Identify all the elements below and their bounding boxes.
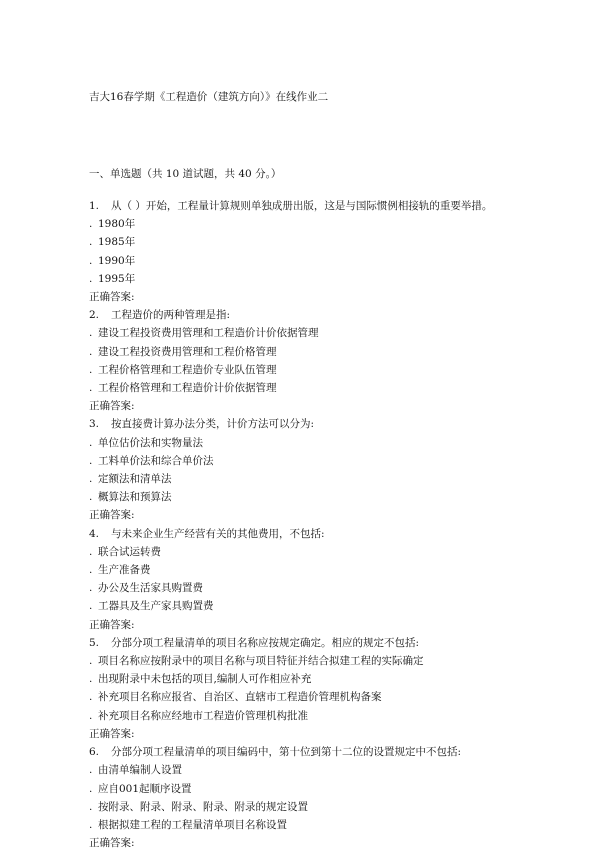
question-number: 4. [89, 527, 100, 540]
option-marker: . [89, 345, 93, 358]
option-text: 办公及生活家具购置费 [98, 582, 203, 595]
option-marker: . [89, 382, 93, 395]
question-stem [89, 306, 569, 324]
option-a[interactable] [89, 324, 569, 342]
option-a[interactable] [89, 761, 569, 779]
option-c[interactable] [89, 470, 569, 488]
option-marker: . [89, 454, 93, 467]
option-c[interactable] [89, 688, 569, 706]
question-stem [89, 197, 569, 215]
question-text: 工程造价的两种管理是指: [111, 309, 231, 322]
option-text: 联合试运转费 [98, 545, 161, 558]
option-marker: . [89, 473, 93, 486]
option-c[interactable] [89, 252, 569, 270]
option-d[interactable] [89, 597, 569, 615]
option-text: 根据拟建工程的工程量清单项目名称设置 [98, 818, 287, 831]
option-text: 建设工程投资费用管理和工程造价计价依据管理 [98, 327, 319, 340]
answer-label: 正确答案: [89, 509, 135, 522]
option-text: 定额法和清单法 [98, 473, 172, 486]
option-text: 单位估价法和实物量法 [98, 436, 203, 449]
question-number: 5. [89, 636, 100, 649]
question-1 [89, 197, 569, 306]
option-marker: . [89, 655, 93, 668]
option-marker: . [89, 491, 93, 504]
option-marker: . [89, 800, 93, 813]
question-2 [89, 306, 569, 415]
section-heading: 一、单选题（共 10 道试题，共 40 分。） [89, 168, 282, 180]
option-marker: . [89, 582, 93, 595]
option-b[interactable] [89, 670, 569, 688]
question-6 [89, 743, 569, 852]
option-marker: . [89, 363, 93, 376]
option-text: 项目名称应按附录中的项目名称与项目特征并结合拟建工程的实际确定 [98, 655, 424, 668]
answer-label: 正确答案: [89, 291, 135, 304]
option-text: 建设工程投资费用管理和工程价格管理 [98, 345, 277, 358]
option-a[interactable] [89, 543, 569, 561]
option-text: 1995年 [98, 272, 136, 285]
option-text: 生产准备费 [98, 564, 151, 577]
option-text: 工料单价法和综合单价法 [98, 454, 214, 467]
question-5 [89, 634, 569, 743]
option-text: 工程价格管理和工程造价计价依据管理 [98, 382, 277, 395]
question-stem [89, 525, 569, 543]
option-marker: . [89, 327, 93, 340]
option-c[interactable] [89, 798, 569, 816]
option-b[interactable] [89, 561, 569, 579]
option-d[interactable] [89, 379, 569, 397]
option-text: 按附录、附录、附录、附录、附录的规定设置 [98, 800, 308, 813]
question-list [89, 197, 569, 852]
option-text: 工器具及生产家具购置费 [98, 600, 214, 613]
option-a[interactable] [89, 434, 569, 452]
question-3 [89, 415, 569, 524]
question-text: 按直接费计算办法分类，计价方法可以分为: [111, 418, 315, 431]
option-d[interactable] [89, 707, 569, 725]
option-text: 补充项目名称应报省、自治区、直辖市工程造价管理机构备案 [98, 691, 382, 704]
option-b[interactable] [89, 452, 569, 470]
option-c[interactable] [89, 579, 569, 597]
option-marker: . [89, 600, 93, 613]
document-title: 吉大16春学期《工程造价（建筑方向）》在线作业二 [89, 91, 329, 103]
answer-label: 正确答案: [89, 727, 135, 740]
question-text: 与未来企业生产经营有关的其他费用，不包括: [111, 527, 325, 540]
option-marker: . [89, 709, 93, 722]
question-text: 分部分项工程量清单的项目名称应按规定确定。相应的规定不包括: [111, 636, 420, 649]
option-marker: . [89, 236, 93, 249]
option-d[interactable] [89, 488, 569, 506]
option-text: 概算法和预算法 [98, 491, 172, 504]
answer-label: 正确答案: [89, 400, 135, 413]
option-text: 出现附录中未包括的项目,编制人可作相应补充 [98, 673, 312, 686]
option-text: 补充项目名称应经地市工程造价管理机构批准 [98, 709, 308, 722]
option-marker: . [89, 782, 93, 795]
option-text: 应自001起顺序设置 [98, 782, 192, 795]
option-text: 1980年 [98, 218, 136, 231]
option-d[interactable] [89, 816, 569, 834]
option-b[interactable] [89, 780, 569, 798]
answer-label: 正确答案: [89, 618, 135, 631]
option-text: 工程价格管理和工程造价专业队伍管理 [98, 363, 277, 376]
question-text: 分部分项工程量清单的项目编码中，第十位到第十二位的设置规定中不包括: [111, 746, 462, 759]
option-marker: . [89, 691, 93, 704]
option-marker: . [89, 436, 93, 449]
question-number: 2. [89, 309, 100, 322]
option-a[interactable] [89, 215, 569, 233]
question-number: 3. [89, 418, 100, 431]
option-marker: . [89, 218, 93, 231]
option-text: 1985年 [98, 236, 136, 249]
option-marker: . [89, 254, 93, 267]
option-d[interactable] [89, 270, 569, 288]
question-stem [89, 634, 569, 652]
option-c[interactable] [89, 361, 569, 379]
question-4 [89, 525, 569, 634]
question-stem [89, 415, 569, 433]
option-b[interactable] [89, 343, 569, 361]
option-a[interactable] [89, 652, 569, 670]
question-number: 1. [89, 200, 100, 212]
option-marker: . [89, 818, 93, 831]
option-text: 由清单编制人设置 [98, 764, 182, 777]
answer-label: 正确答案: [89, 837, 135, 850]
option-marker: . [89, 564, 93, 577]
option-marker: . [89, 673, 93, 686]
question-text: 从（ ）开始，工程量计算规则单独成册出版，这是与国际惯例相接轨的重要举措。 [111, 200, 493, 212]
question-number: 6. [89, 746, 100, 759]
option-marker: . [89, 545, 93, 558]
question-stem [89, 743, 569, 761]
option-b[interactable] [89, 233, 569, 251]
option-marker: . [89, 272, 93, 285]
option-marker: . [89, 764, 93, 777]
option-text: 1990年 [98, 254, 136, 267]
